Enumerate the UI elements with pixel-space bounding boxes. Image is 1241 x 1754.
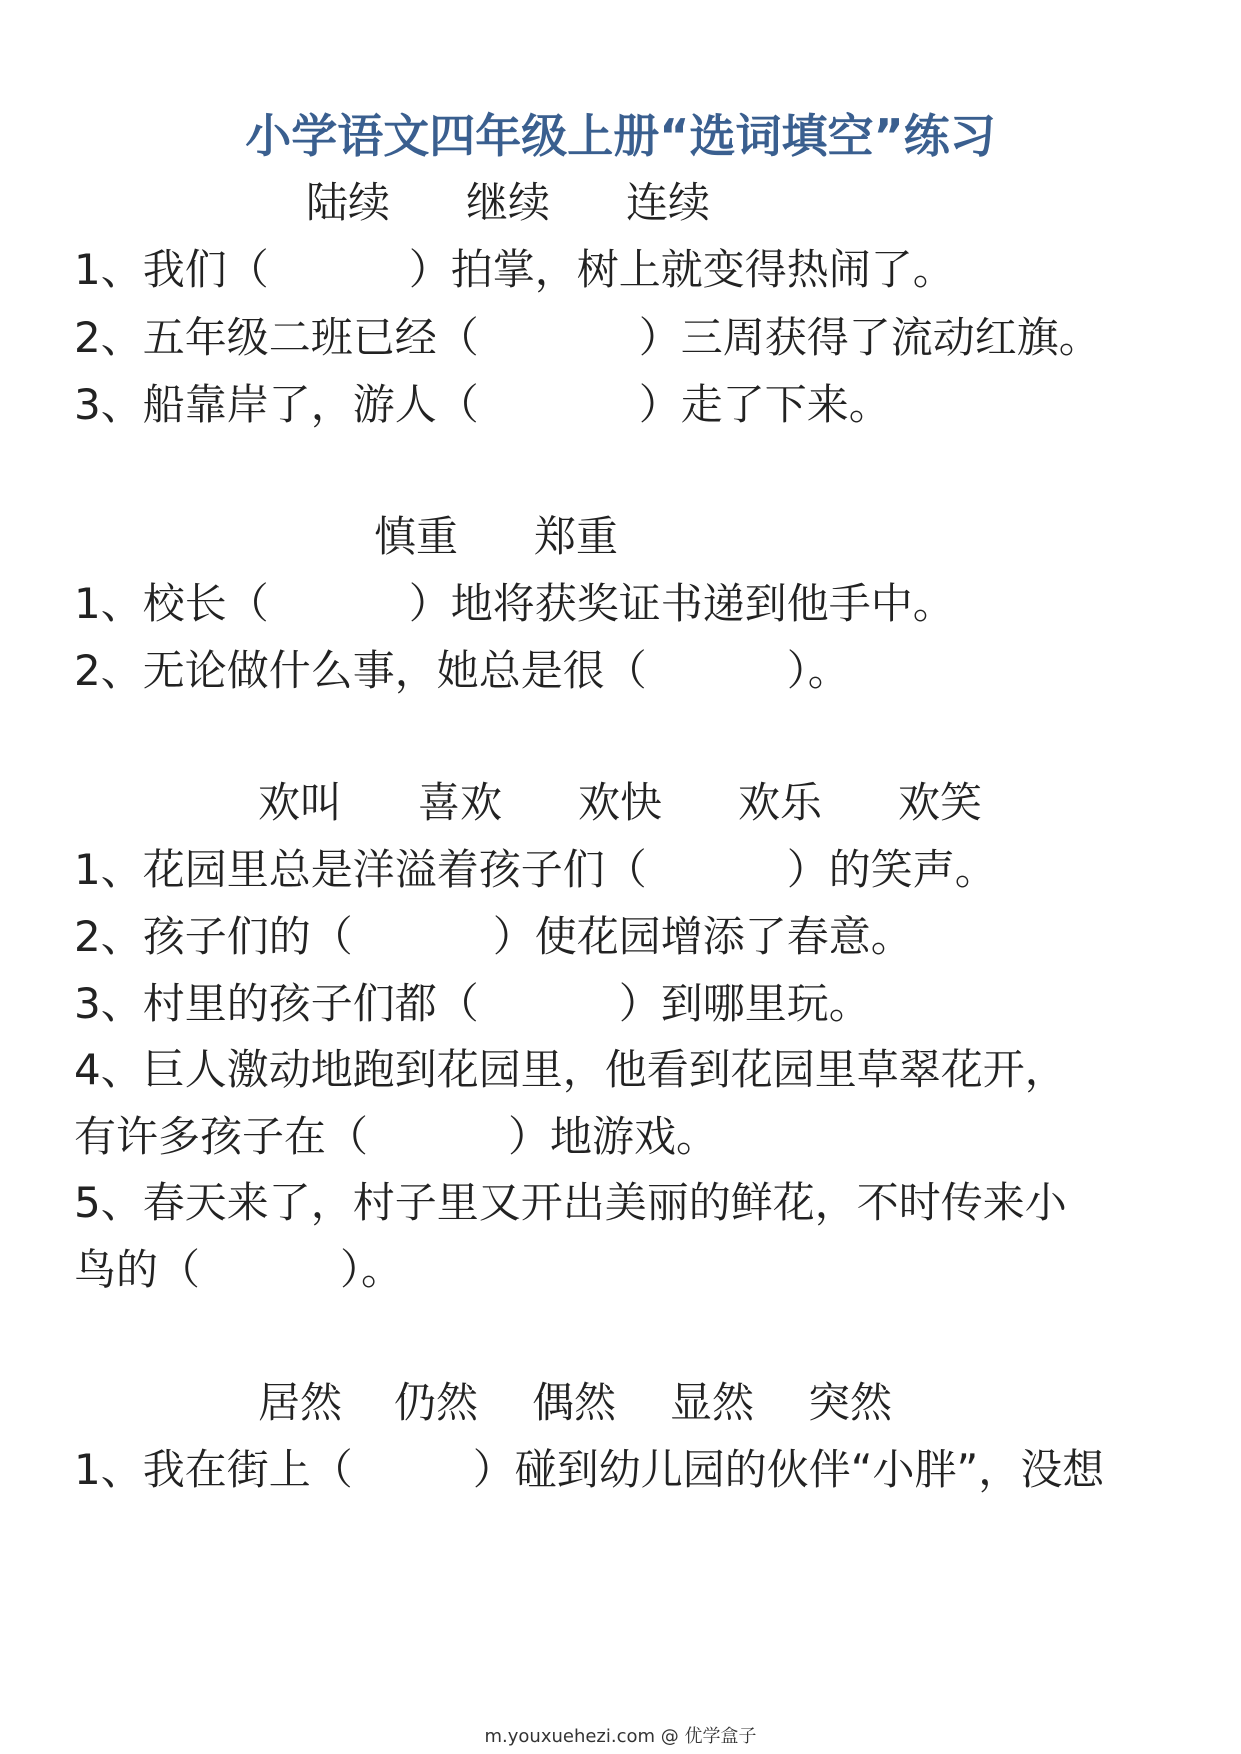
question-text: ）拍掌，树上就变得热闹了。 <box>408 245 955 294</box>
question-text: ）的笑声。 <box>786 845 997 894</box>
question-line <box>74 380 891 430</box>
question-line <box>74 1178 1067 1228</box>
question-text: 2、孩子们的（ <box>74 912 353 961</box>
question-text: 有许多孩子在（ <box>74 1112 369 1161</box>
question-text: 5、春天来了，村子里又开出美丽的鲜花，不时传来小 <box>74 1178 1067 1227</box>
footer-source: m.youxuehezi.com @ 优学盒子 <box>484 1726 757 1747</box>
question-line <box>74 845 997 895</box>
word-option: 突然 <box>808 1378 893 1427</box>
word-option: 喜欢 <box>418 778 503 827</box>
question-line <box>74 1045 1067 1095</box>
question-text: ）三周获得了流动红旗。 <box>638 313 1101 362</box>
question-text: ）碰到幼儿园的伙伴“小胖”，没想 <box>472 1445 1105 1494</box>
word-option: 陆续 <box>306 178 391 227</box>
question-text: 3、船靠岸了，游人（ <box>74 380 479 429</box>
question-line-continued <box>74 1245 403 1295</box>
question-line <box>74 1445 1104 1495</box>
word-option: 欢叫 <box>258 778 343 827</box>
question-text: 1、我在街上（ <box>74 1445 353 1494</box>
question-text: 2、五年级二班已经（ <box>74 313 479 362</box>
word-option: 继续 <box>466 178 551 227</box>
word-bank-4 <box>0 1378 1241 1428</box>
question-line <box>74 245 955 295</box>
question-text: 1、花园里总是洋溢着孩子们（ <box>74 845 647 894</box>
word-option: 欢笑 <box>898 778 983 827</box>
question-text: ）。 <box>786 646 850 695</box>
word-option: 偶然 <box>532 1378 617 1427</box>
question-line <box>74 979 871 1029</box>
question-text: ）走了下来。 <box>638 380 891 429</box>
question-line <box>74 313 1101 363</box>
word-bank-2 <box>0 512 1241 562</box>
question-text: ）使花园增添了春意。 <box>492 912 913 961</box>
question-line <box>74 579 955 629</box>
word-option: 连续 <box>626 178 711 227</box>
question-text: ）。 <box>340 1245 404 1294</box>
question-text: ）地游戏。 <box>508 1112 719 1161</box>
question-text: 3、村里的孩子们都（ <box>74 979 479 1028</box>
word-option: 慎重 <box>374 512 459 561</box>
question-text: 4、巨人激动地跑到花园里，他看到花园里草翠花开， <box>74 1045 1067 1094</box>
word-bank-1 <box>0 178 1241 228</box>
word-option: 居然 <box>258 1378 343 1427</box>
question-line <box>74 912 913 962</box>
question-text: 鸟的（ <box>74 1245 201 1294</box>
word-option: 欢乐 <box>738 778 823 827</box>
word-bank-3 <box>0 778 1241 828</box>
question-line-continued <box>74 1112 718 1162</box>
question-text: ）到哪里玩。 <box>618 979 871 1028</box>
question-line <box>74 646 850 696</box>
word-option: 郑重 <box>534 512 619 561</box>
word-option: 欢快 <box>578 778 663 827</box>
question-text: ）地将获奖证书递到他手中。 <box>408 579 955 628</box>
question-text: 1、我们（ <box>74 245 269 294</box>
word-option: 仍然 <box>394 1378 479 1427</box>
question-text: 1、校长（ <box>74 579 269 628</box>
question-text: 2、无论做什么事，她总是很（ <box>74 646 647 695</box>
word-option: 显然 <box>670 1378 755 1427</box>
page-title: 小学语文四年级上册“选词填空”练习 <box>245 109 996 163</box>
